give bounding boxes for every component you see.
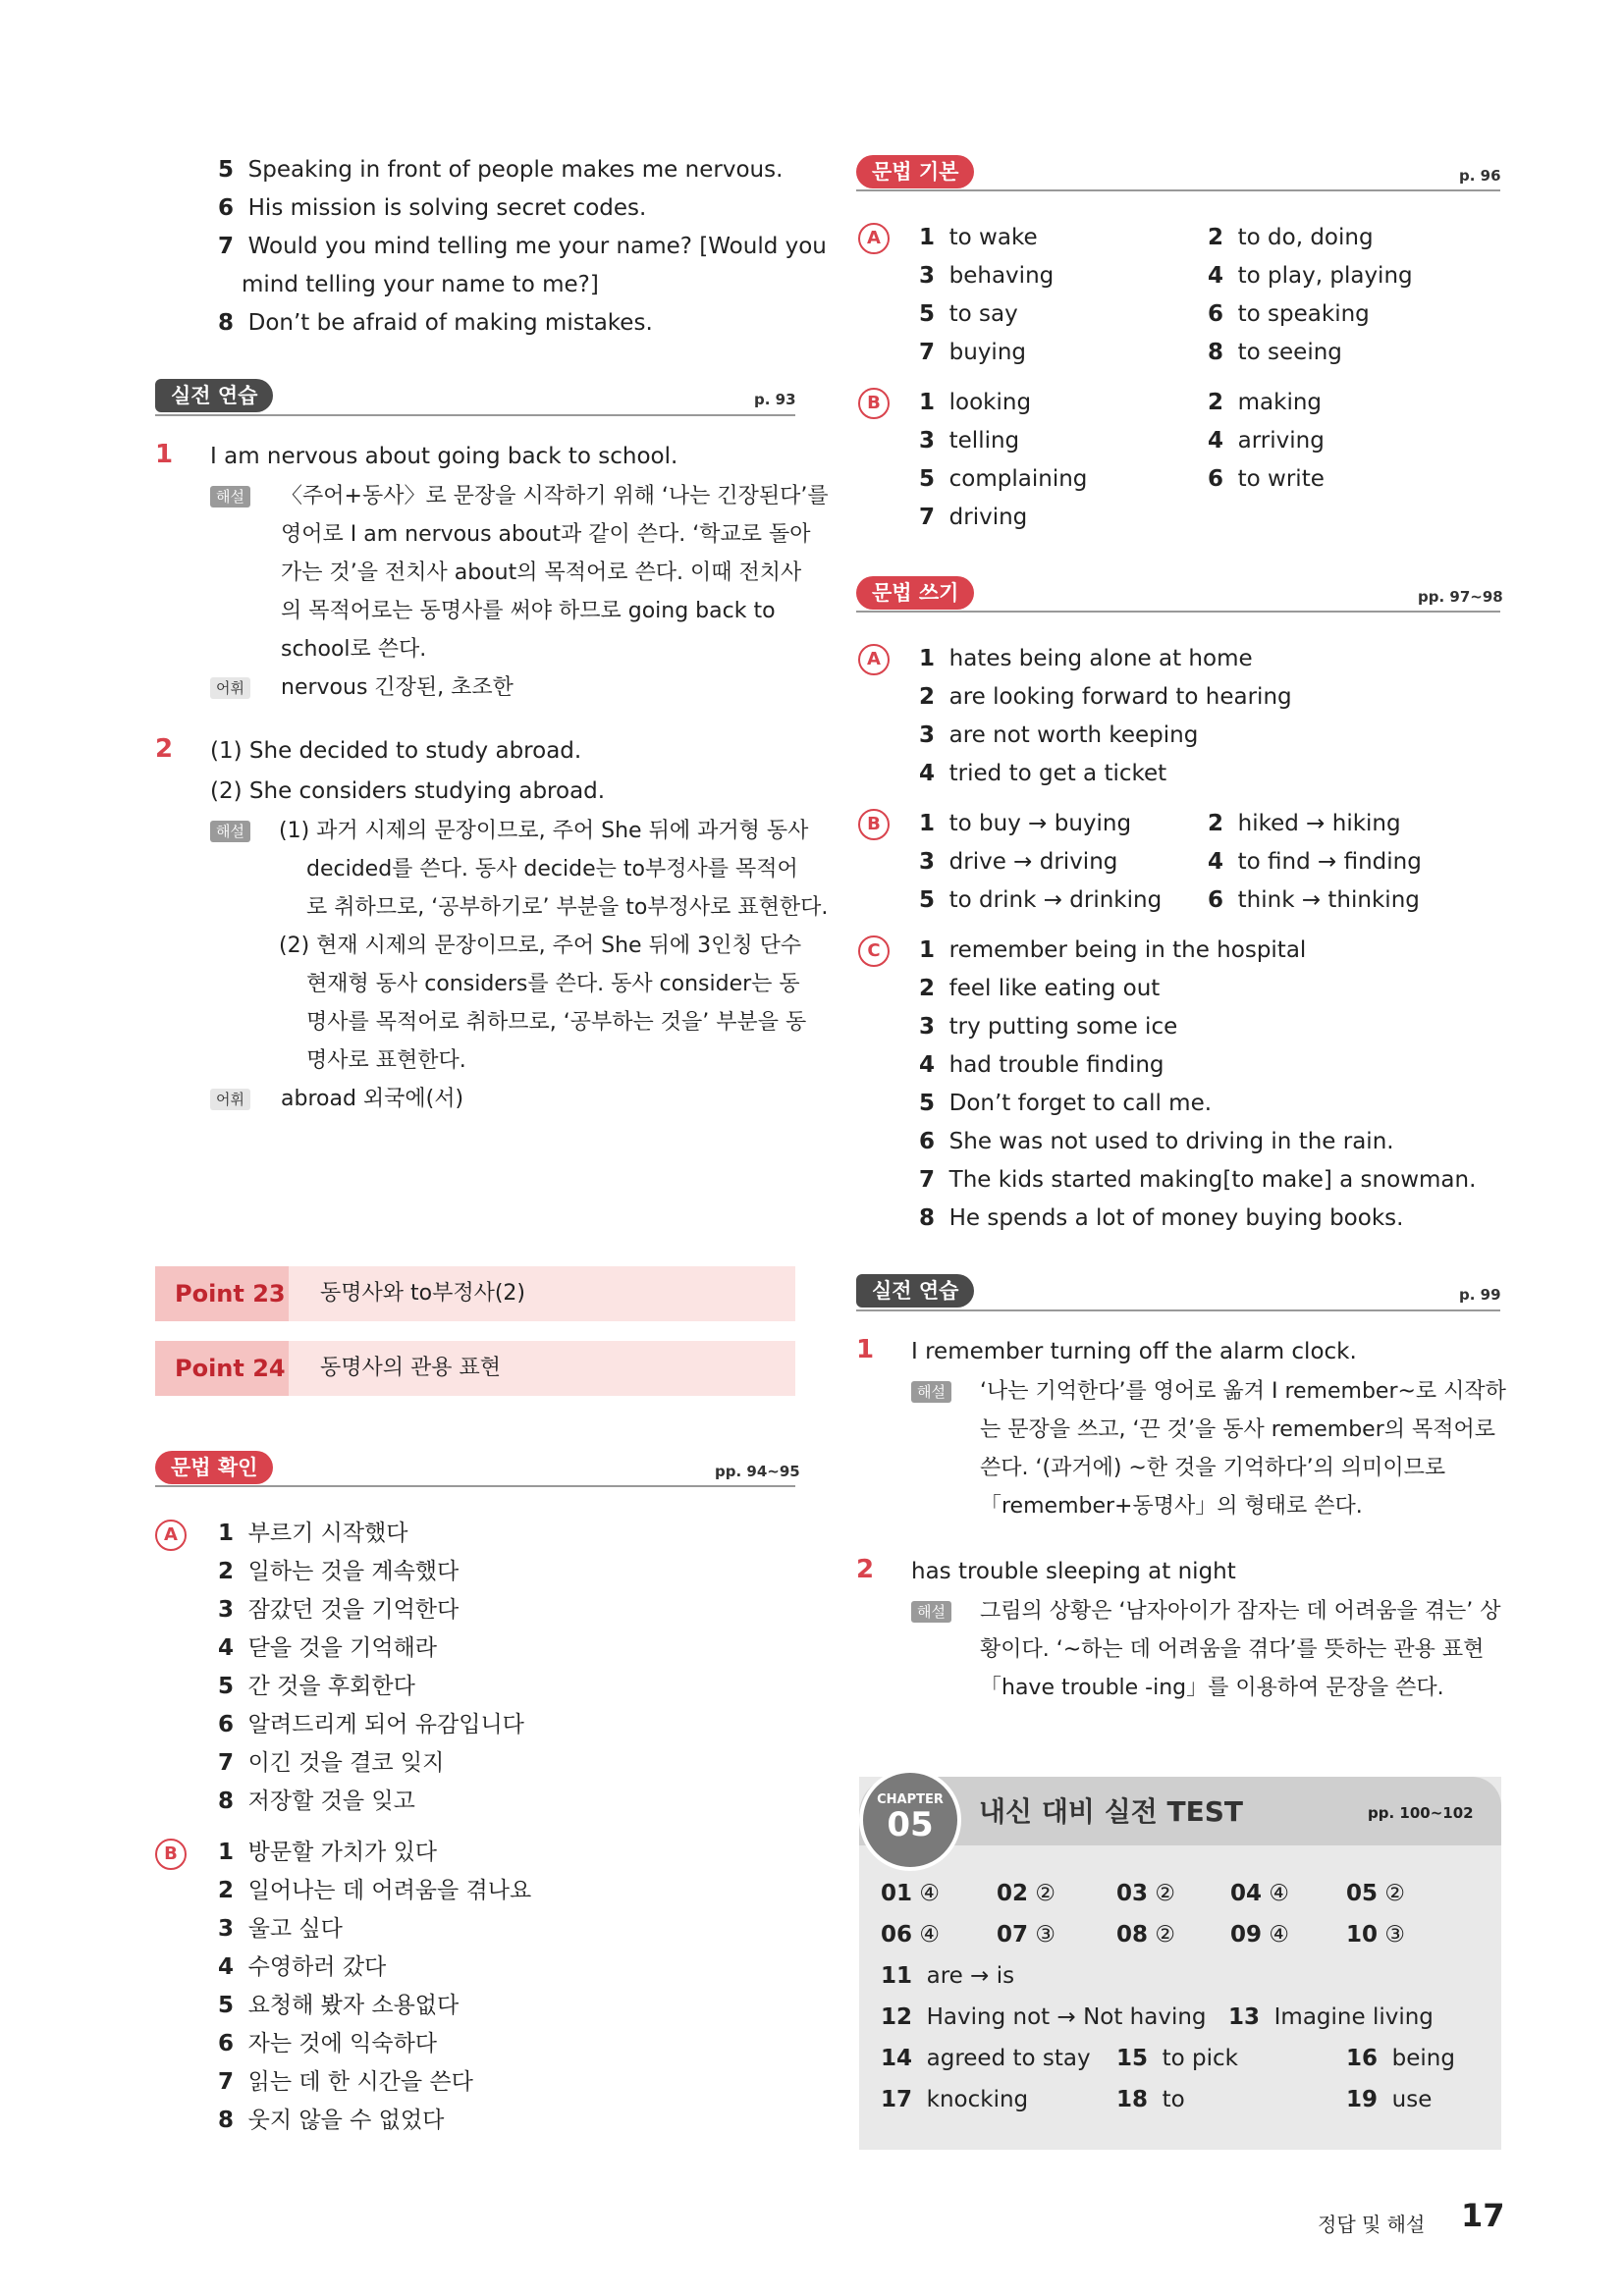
point-23-box — [155, 1266, 795, 1321]
vocab-text: abroad 외국에(서) — [281, 1087, 464, 1111]
section-mark-a: A — [858, 223, 890, 254]
list-item: 7 이긴 것을 결코 잊지 — [218, 1750, 445, 1776]
explanation-line: 「have trouble -ing」를 이용하여 문장을 쓴다. — [980, 1676, 1444, 1700]
test-title: 내신 대비 실전 TEST — [979, 1795, 1244, 1828]
explanation-line: school로 쓴다. — [281, 637, 427, 662]
practice-header-1: 실전 연습 — [155, 379, 273, 412]
answer-item: 12 Having not → Not having — [881, 2004, 1207, 2030]
list-item: 5 complaining — [919, 466, 1088, 492]
list-item: 8 저장할 것을 잊고 — [218, 1789, 415, 1814]
explanation-tag: 해설 — [911, 1601, 951, 1623]
list-item: 7 buying — [919, 340, 1026, 365]
list-item: 4 닫을 것을 기억해라 — [218, 1635, 438, 1661]
explanation-line: 명사를 목적어로 취하므로, ‘공부하는 것을’ 부분을 동 — [306, 1010, 807, 1035]
footer-label: 정답 및 해설 — [1318, 2213, 1426, 2236]
point-label: Point 23 — [155, 1266, 289, 1321]
list-item: 3 잠갔던 것을 기억한다 — [218, 1597, 460, 1623]
page-ref: pp. 100~102 — [1368, 1804, 1474, 1822]
divider — [155, 414, 795, 416]
explanation-line: 영어로 I am nervous about과 같이 쓴다. ‘학교로 돌아 — [281, 522, 811, 547]
divider — [856, 611, 1500, 613]
list-item: 3 telling — [919, 428, 1020, 454]
answer-item: 14 agreed to stay — [881, 2046, 1091, 2071]
list-item: 6 think → thinking — [1208, 887, 1420, 913]
list-item: mind telling your name to me?] — [242, 272, 599, 297]
list-item: 5 to say — [919, 301, 1018, 327]
list-item: 4 수영하러 갔다 — [218, 1954, 387, 1980]
answer-item: 06 ④ — [881, 1922, 940, 1948]
page-ref: p. 93 — [754, 391, 796, 408]
list-item: 8 He spends a lot of money buying books. — [919, 1205, 1404, 1231]
list-item: 5 Speaking in front of people makes me nervous. — [218, 157, 784, 183]
explanation-tag: 해설 — [210, 486, 250, 507]
list-item: 1 hates being alone at home — [919, 646, 1253, 671]
explanation-line: (1) 과거 시제의 문장이므로, 주어 She 뒤에 과거형 동사 — [279, 819, 809, 843]
grammar-basic-header: 문법 기본 — [856, 155, 974, 188]
explanation-line: 가는 것’을 전치사 about의 목적어로 쓴다. 이때 전치사 — [281, 561, 802, 585]
list-item: 3 울고 싶다 — [218, 1916, 343, 1942]
explanation-tag: 해설 — [911, 1381, 951, 1403]
list-item: 2 일하는 것을 계속했다 — [218, 1559, 460, 1584]
list-item: 5 Don’t forget to call me. — [919, 1091, 1213, 1116]
answer-text: (1) She decided to study abroad. — [210, 738, 582, 764]
divider — [856, 1309, 1500, 1311]
explanation-line: ‘나는 기억한다’를 영어로 옮겨 I remember~로 시작하 — [980, 1379, 1506, 1404]
list-item: 2 일어나는 데 어려움을 겪나요 — [218, 1878, 532, 1903]
chapter-label: CHAPTER — [877, 1792, 944, 1807]
list-item: 6 She was not used to driving in the rain. — [919, 1129, 1394, 1154]
page-ref: p. 96 — [1459, 167, 1501, 185]
page-ref: pp. 97~98 — [1418, 588, 1503, 606]
list-item: 2 hiked → hiking — [1208, 811, 1401, 836]
answer-item: 19 use — [1346, 2087, 1433, 2112]
point-title: 동명사의 관용 표현 — [320, 1356, 502, 1380]
list-item: 1 remember being in the hospital — [919, 937, 1307, 963]
question-number: 1 — [856, 1335, 875, 1364]
list-item: 6 to write — [1208, 466, 1325, 492]
chapter-number: 05 — [887, 1805, 934, 1844]
section-mark-c: C — [858, 935, 890, 967]
explanation-line: 쓴다. ‘(과거에) ~한 것을 기억하다’의 의미이므로 — [980, 1456, 1446, 1480]
answer-item: 18 to — [1116, 2087, 1185, 2112]
list-item: 1 to buy → buying — [919, 811, 1132, 836]
list-item: 2 feel like eating out — [919, 976, 1161, 1001]
answer-item: 13 Imagine living — [1228, 2004, 1434, 2030]
question-number: 1 — [155, 440, 174, 469]
grammar-write-header: 문법 쓰기 — [856, 576, 974, 610]
list-item: 3 are not worth keeping — [919, 722, 1199, 748]
list-item: 3 behaving — [919, 263, 1055, 289]
list-item: 7 읽는 데 한 시간을 쓴다 — [218, 2069, 473, 2095]
list-item: 3 try putting some ice — [919, 1014, 1178, 1040]
list-item: 7 The kids started making[to make] a snowman. — [919, 1167, 1477, 1193]
question-number: 2 — [856, 1555, 875, 1584]
divider — [856, 189, 1500, 191]
section-mark-a: A — [155, 1520, 187, 1551]
question-number: 2 — [155, 734, 174, 764]
explanation-line: 그림의 상황은 ‘남자아이가 잠자는 데 어려움을 겪는’ 상 — [980, 1599, 1501, 1624]
point-24-box — [155, 1341, 795, 1396]
answer-item: 09 ④ — [1230, 1922, 1289, 1948]
test-answer-box — [859, 1777, 1501, 2150]
section-mark-b: B — [858, 388, 890, 419]
vocab-tag: 어휘 — [210, 677, 250, 699]
explanation-line: 로 취하므로, ‘공부하기로’ 부분을 to부정사로 표현한다. — [306, 895, 829, 920]
answer-text: (2) She considers studying abroad. — [210, 778, 606, 804]
list-item: 6 알려드리게 되어 유감입니다 — [218, 1712, 524, 1737]
answer-item: 04 ④ — [1230, 1881, 1289, 1906]
explanation-line: 명사로 표현한다. — [306, 1048, 466, 1073]
section-mark-b: B — [155, 1839, 187, 1870]
answer-item: 15 to pick — [1116, 2046, 1238, 2071]
practice-header-2: 실전 연습 — [856, 1274, 974, 1308]
answer-item: 01 ④ — [881, 1881, 940, 1906]
explanation-line: 현재형 동사 considers를 쓴다. 동사 consider는 동 — [306, 972, 800, 996]
answer-item: 10 ③ — [1346, 1922, 1405, 1948]
explanation-line: 는 문장을 쓰고, ‘끈 것’을 동사 remember의 목적어로 — [980, 1417, 1496, 1442]
list-item: 7 Would you mind telling me your name? [Would you — [218, 234, 827, 259]
list-item: 6 to speaking — [1208, 301, 1370, 327]
divider — [155, 1485, 795, 1487]
list-item: 8 to seeing — [1208, 340, 1342, 365]
explanation-tag: 해설 — [210, 821, 250, 842]
list-item: 6 자는 것에 익숙하다 — [218, 2031, 438, 2056]
explanation-line: decided를 쓴다. 동사 decide는 to부정사를 목적어 — [306, 857, 798, 881]
page-ref: pp. 94~95 — [715, 1463, 800, 1480]
explanation-line: 의 목적어로는 동명사를 써야 하므로 going back to — [281, 599, 776, 623]
list-item: 2 to do, doing — [1208, 225, 1374, 250]
point-label: Point 24 — [155, 1341, 289, 1396]
explanation-line: 〈주어+동사〉로 문장을 시작하기 위해 ‘나는 긴장된다’를 — [281, 484, 829, 508]
answer-item: 05 ② — [1346, 1881, 1405, 1906]
list-item: 5 to drink → drinking — [919, 887, 1163, 913]
answer-item: 03 ② — [1116, 1881, 1175, 1906]
list-item: 4 tried to get a ticket — [919, 761, 1167, 786]
list-item: 8 Don’t be afraid of making mistakes. — [218, 310, 653, 336]
list-item: 8 웃지 않을 수 없었다 — [218, 2108, 445, 2133]
answer-item: 02 ② — [997, 1881, 1056, 1906]
page-number: 17 — [1461, 2197, 1505, 2234]
list-item: 7 driving — [919, 505, 1028, 530]
list-item: 1 looking — [919, 390, 1032, 415]
answer-item: 08 ② — [1116, 1922, 1175, 1948]
answer-text: has trouble sleeping at night — [911, 1559, 1236, 1584]
answer-item: 16 being — [1346, 2046, 1455, 2071]
grammar-check-header: 문법 확인 — [155, 1451, 273, 1484]
answer-item: 17 knocking — [881, 2087, 1029, 2112]
list-item: 4 had trouble finding — [919, 1052, 1164, 1078]
page-ref: p. 99 — [1459, 1286, 1501, 1304]
answer-text: I am nervous about going back to school. — [210, 444, 678, 469]
list-item: 4 arriving — [1208, 428, 1325, 454]
list-item: 4 to find → finding — [1208, 849, 1422, 875]
section-mark-b: B — [858, 809, 890, 840]
vocab-tag: 어휘 — [210, 1089, 250, 1110]
list-item: 1 to wake — [919, 225, 1038, 250]
answer-text: I remember turning off the alarm clock. — [911, 1339, 1357, 1364]
explanation-line: 「remember+동명사」의 형태로 쓴다. — [980, 1494, 1363, 1519]
list-item: 1 부르기 시작했다 — [218, 1521, 408, 1546]
list-item: 2 making — [1208, 390, 1323, 415]
vocab-text: nervous 긴장된, 초조한 — [281, 675, 514, 700]
section-mark-a: A — [858, 644, 890, 675]
chapter-badge — [859, 1769, 961, 1871]
answer-item: 11 are → is — [881, 1963, 1015, 1989]
list-item: 5 요청해 봤자 소용없다 — [218, 1993, 460, 2018]
list-item: 4 to play, playing — [1208, 263, 1413, 289]
list-item: 5 간 것을 후회한다 — [218, 1674, 415, 1699]
point-title: 동명사와 to부정사(2) — [320, 1281, 526, 1306]
list-item: 6 His mission is solving secret codes. — [218, 195, 647, 221]
explanation-line: 황이다. ‘~하는 데 어려움을 겪다’를 뜻하는 관용 표현 — [980, 1637, 1485, 1662]
answer-item: 07 ③ — [997, 1922, 1056, 1948]
list-item: 3 drive → driving — [919, 849, 1118, 875]
list-item: 1 방문할 가치가 있다 — [218, 1840, 438, 1865]
explanation-line: (2) 현재 시제의 문장이므로, 주어 She 뒤에 3인칭 단수 — [279, 934, 802, 958]
list-item: 2 are looking forward to hearing — [919, 684, 1292, 710]
